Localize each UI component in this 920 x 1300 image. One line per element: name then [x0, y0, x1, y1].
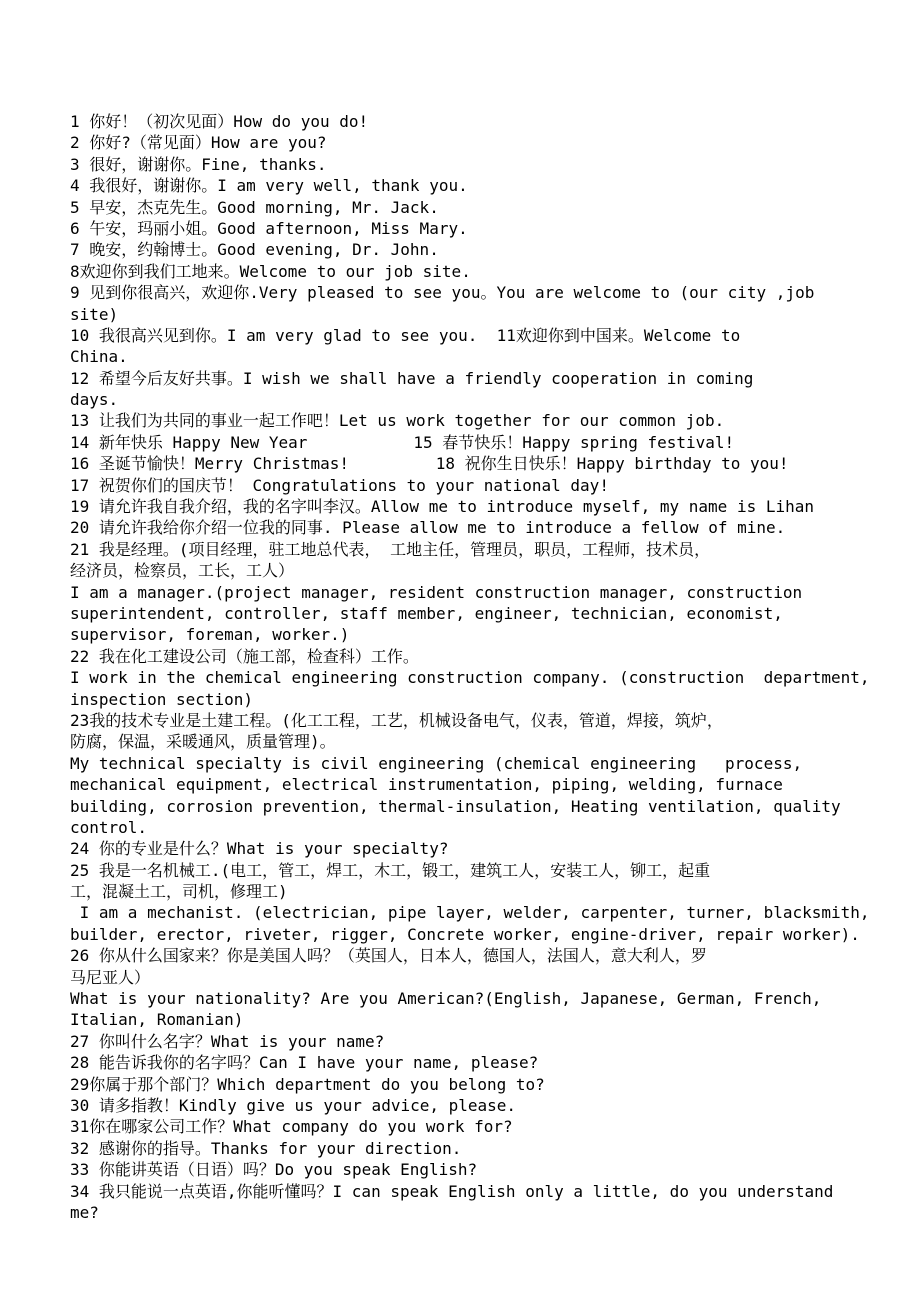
text-line: 12 希望今后友好共事。I wish we shall have a friendly cooperation in coming — [70, 368, 754, 388]
text-line: 33 你能讲英语（日语）吗？Do you speak English? — [70, 1160, 478, 1180]
text-line: site) — [70, 304, 119, 324]
text-line: My technical specialty is civil engineering (chemical engineering process, — [70, 753, 803, 773]
text-line: 22 我在化工建设公司（施工部，检查科）工作。 — [70, 646, 419, 666]
text-line: 19 请允许我自我介绍，我的名字叫李汉。Allow me to introduce myself, my name is Lihan — [70, 497, 815, 517]
text-line: 9 见到你很高兴，欢迎你.Very pleased to see you。You are welcome to (our city ,job — [70, 283, 815, 303]
text-line: China. — [70, 347, 128, 367]
text-line: 27 你叫什么名字？What is your name? — [70, 1031, 385, 1051]
text-line: I work in the chemical engineering construction company. (construction department, — [70, 668, 870, 688]
text-line: inspection section) — [70, 689, 254, 709]
text-line: I am a mechanist. (electrician, pipe layer, welder, carpenter, turner, blacksmith, — [70, 903, 870, 923]
text-line: building, corrosion prevention, thermal-insulation, Heating ventilation, quality — [70, 796, 841, 816]
text-line: 24 你的专业是什么？What is your specialty? — [70, 839, 449, 859]
text-line: 20 请允许我给你介绍一位我的同事. Please allow me to introduce a fellow of mine. — [70, 518, 786, 538]
text-line: 26 你从什么国家来？你是美国人吗？（英国人，日本人，德国人，法国人，意大利人，罗 — [70, 946, 707, 966]
text-line: 34 我只能说一点英语,你能听懂吗？I can speak English only a little, do you understand — [70, 1181, 834, 1201]
text-line: Italian, Romanian) — [70, 1010, 244, 1030]
text-line: 17 祝贺你们的国庆节！ Congratulations to your national day! — [70, 475, 609, 495]
text-line: days. — [70, 390, 119, 410]
text-line: 5 早安，杰克先生。Good morning, Mr. Jack. — [70, 197, 439, 217]
text-line: 13 让我们为共同的事业一起工作吧！Let us work together for our common job. — [70, 411, 725, 431]
text-line: 工，混凝土工，司机，修理工) — [70, 882, 288, 902]
text-line: 8欢迎你到我们工地来。Welcome to our job site. — [70, 261, 471, 281]
text-line: 防腐，保温，采暖通风，质量管理)。 — [70, 732, 336, 752]
text-line: 7 晚安，约翰博士。Good evening, Dr. John. — [70, 240, 439, 260]
document-body — [70, 111, 912, 1223]
text-line: me? — [70, 1202, 99, 1222]
text-line: 6 午安，玛丽小姐。Good afternoon, Miss Mary. — [70, 218, 468, 238]
text-line: 1 你好！（初次见面）How do you do! — [70, 112, 369, 131]
text-line: What is your nationality? Are you American?(English, Japanese, German, French, — [70, 989, 822, 1009]
text-line: 30 请多指教！Kindly give us your advice, please. — [70, 1095, 517, 1115]
text-line: 经济员，检察员，工长，工人） — [70, 561, 295, 581]
text-line: 29你属于那个部门？Which department do you belong to? — [70, 1074, 545, 1094]
text-line: builder, erector, riveter, rigger, Concrete worker, engine-driver, repair worker). — [70, 924, 860, 944]
text-line: 10 我很高兴见到你。I am very glad to see you. 11欢迎你到中国来。Welcome to — [70, 325, 741, 345]
text-line: 21 我是经理。(项目经理，驻工地总代表， 工地主任，管理员，职员，工程师，技术员， — [70, 539, 711, 559]
text-line: 16 圣诞节愉快！Merry Christmas! 18 祝你生日快乐！Happy birthday to you! — [70, 454, 789, 474]
text-line: I am a manager.(project manager, resident construction manager, construction — [70, 582, 803, 602]
text-line: 2 你好?（常见面）How are you? — [70, 133, 327, 153]
text-line: 31你在哪家公司工作？What company do you work for? — [70, 1117, 513, 1137]
text-line: 25 我是一名机械工.(电工，管工，焊工，木工，锻工，建筑工人，安装工人，铆工，起重 — [70, 860, 711, 880]
text-line: superintendent, controller, staff member, engineer, technician, economist, — [70, 603, 783, 623]
text-line: supervisor, foreman, worker.) — [70, 625, 350, 645]
text-line: 马尼亚人） — [70, 967, 151, 987]
text-line: 28 能告诉我你的名字吗？Can I have your name, please? — [70, 1053, 539, 1073]
text-line: 4 我很好，谢谢你。I am very well, thank you. — [70, 176, 468, 196]
text-line: control. — [70, 817, 148, 837]
text-line: 3 很好，谢谢你。Fine, thanks. — [70, 154, 327, 174]
text-line: 23我的技术专业是土建工程。(化工工程，工艺，机械设备电气，仪表，管道，焊接，筑炉， — [70, 710, 723, 730]
text-line: 14 新年快乐 Happy New Year 15 春节快乐！Happy spring festival! — [70, 432, 735, 452]
text-line: mechanical equipment, electrical instrumentation, piping, welding, furnace — [70, 775, 783, 795]
text-line: 32 感谢你的指导。Thanks for your direction. — [70, 1138, 462, 1158]
